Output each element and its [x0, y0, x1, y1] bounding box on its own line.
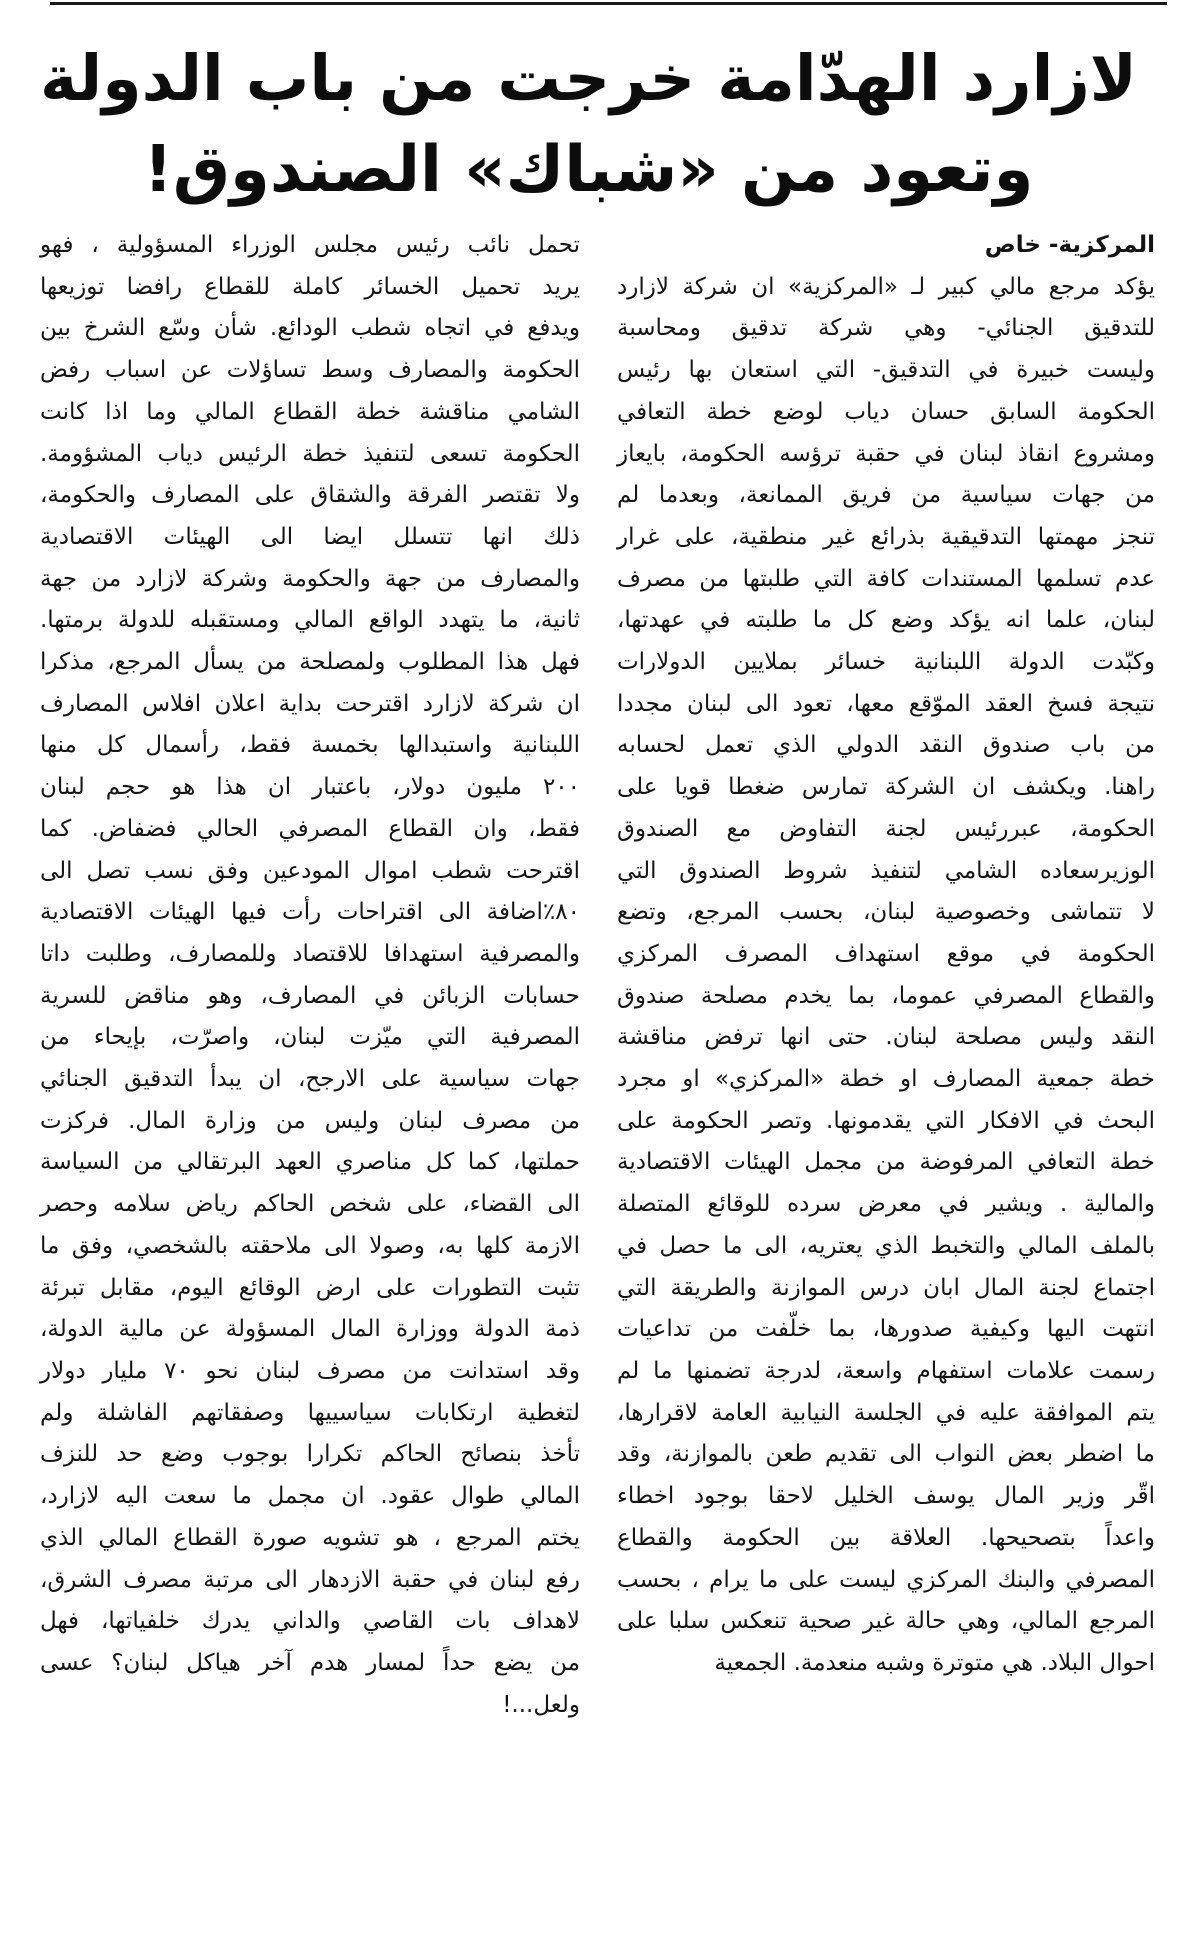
article-line: المرجع المالي، وهي حالة غير صحية تنعكس سلبا على [617, 1608, 1155, 1635]
article-line: تحمل نائب رئيس مجلس الوزراء المسؤولية ، فهو [40, 232, 580, 258]
article-line: اجتماع لجنة المال ابان درس الموازنة والطريقة التي [617, 1274, 1155, 1301]
article-line: خطة جمعية المصارف او خطة «المركزي» او مجرد [617, 1066, 1155, 1093]
article-line: رفع لبنان في حقبة الازدهار الى مرتبة مصرف الشرق، [40, 1566, 580, 1593]
article-line: والقطاع المصرفي عموما، بما يخدم مصلحة صندوق [617, 982, 1155, 1009]
article-line: يختم المرجع ، هو تشويه صورة القطاع المالي الذي [40, 1524, 580, 1551]
article-line: حملتها، كما كل مناصري العهد البرتقالي من السياسة [40, 1149, 580, 1176]
article-line: ان شركة لازارد اقترحت بداية اعلان افلاس المصارف [40, 690, 580, 717]
article-line: ما اضطر بعض النواب الى تقديم طعن بالموازنة، وقد [617, 1441, 1155, 1468]
article-line: والمالية . ويشير في معرض سرده للوقائع المتصلة [617, 1191, 1155, 1218]
article-line: راهنا. ويكشف ان الشركة تمارس ضغطا قويا على [617, 774, 1155, 801]
article-line: ولا تقتصر الفرقة والشقاق على المصارف والحكومة، [40, 482, 580, 509]
article-line: من جهات سياسية من فريق الممانعة، وبعدما لم [617, 482, 1155, 509]
headline [40, 32, 1137, 216]
article-line: خطة التعافي المرفوضة من مجمل الهيئات الاقتصادية [617, 1149, 1155, 1176]
article-line: يتم الموافقة عليه في الجلسة النيابية العامة لاقرارها، [617, 1399, 1155, 1426]
article-line: ومشروع انقاذ لبنان في حقبة ترؤسه الحكومة، بايعاز [617, 440, 1155, 467]
article-line: الازمة كلها به، وصولا الى ملاحقته بالشخصي، وفق ما [40, 1232, 580, 1259]
article-line: ذمة الدولة ووزارة المال المسؤولة عن مالية الدولة، [40, 1316, 580, 1343]
article-line: الوزيرسعاده الشامي لتنفيذ شروط الصندوق التي [617, 857, 1155, 884]
article-line: وقد استدانت من مصرف لبنان نحو ٧٠ مليار دولار [40, 1357, 581, 1384]
article-line: وليست خبيرة في التدقيق- التي استعان بها رئيس [617, 357, 1155, 384]
article-line: النقد وليس مصلحة لبنان. حتى انها ترفض مناقشة [617, 1024, 1155, 1051]
article-line: ثانية، ما يتهدد الواقع المالي ومستقبله للدولة برمتها. [40, 607, 580, 634]
article-line: اقترحت شطب اموال المودعين وفق نسب تصل الى [40, 857, 580, 884]
top-rule [50, 2, 1167, 5]
headline-line-2: وتعود من «شباك» الصندوق! [143, 133, 1034, 207]
article-line: واعداً بتصحيحها. العلاقة بين الحكومة والقطاع [617, 1524, 1155, 1551]
article-line: رسمت علامات استفهام واسعة، لدرجة تضمنها ما لم [617, 1357, 1155, 1384]
article-line: البحث في الافكار التي يقدمونها. وتصر الحكومة على [617, 1107, 1155, 1134]
article-line: المالي طوال عقود. ان مجمل ما سعت اليه لازارد، [40, 1483, 580, 1510]
article-line: الحكومة تسعى لتنفيذ خطة الرئيس دياب المشؤومة. [40, 440, 580, 467]
article-line: ٨٠٪اضافة الى اقتراحات رأت فيها الهيئات الاقتصادية [40, 899, 580, 926]
article-line: والمصرفية استهدافا للاقتصاد وللمصارف، وطلبت داتا [40, 940, 580, 967]
article-line: يريد تحميل الخسائر كاملة للقطاع رافضا توزيعها [40, 273, 580, 300]
article-line: من باب صندوق النقد الدولي الذي تعمل لحسابه [617, 732, 1155, 759]
article-line: بالملف المالي والتخبط الذي يعتريه، الى ما حصل في [617, 1232, 1155, 1259]
article-line: لبنان، علما انه يؤكد وضع كل ما طلبته في عهدتها، [617, 607, 1155, 634]
article-line: للتدقيق الجنائي- وهي شركة تدقيق ومحاسبة [617, 315, 1155, 342]
article-line: تثبت التطورات على ارض الوقائع اليوم، مقابل تبرئة [40, 1274, 580, 1301]
article-line: لتغطية ارتكابات سياسييها وصفقاتهم الفاشلة ولم [40, 1399, 580, 1426]
article-column-left [40, 225, 580, 1726]
article-line: ويدفع في اتجاه شطب الودائع. شأن وسّع الشرخ بين [40, 315, 580, 342]
article-line: اللبنانية واستبدالها بخمسة فقط، رأسمال كل منها [40, 732, 580, 759]
headline-line-1: لازارد الهدّامة خرجت من باب الدولة [40, 41, 1137, 115]
article-line: الحكومة، عبررئيس لجنة التفاوض مع الصندوق [617, 815, 1155, 842]
article-column-right [617, 225, 1155, 1685]
article-line: فهل هذا المطلوب ولمصلحة من يسأل المرجع، مذكرا [40, 649, 580, 676]
article-line: من مصرف لبنان وليس من وزارة المال. فركزت [40, 1107, 580, 1134]
article-line: اقّر وزير المال يوسف الخليل لاحقا بوجود اخطاء [617, 1483, 1155, 1510]
article-line: فقط، وان القطاع المصرفي الحالي فضفاض. كما [40, 815, 580, 842]
byline: المركزية- خاص [984, 232, 1155, 258]
article-line: ٢٠٠ مليون دولار، باعتبار ان هذا هو حجم لبنان [40, 774, 580, 801]
article-line: ولعل...! [502, 1691, 580, 1718]
article-line: تنجز مهمتها التدقيقية بذرائع غير منطقية، على غرار [617, 523, 1155, 550]
article-line: الشامي مناقشة خطة القطاع المالي وما اذا كانت [40, 398, 580, 425]
article-line: الى القضاء، على شخص الحاكم رياض سلامه وحصر [40, 1191, 580, 1218]
article-line: وكبّدت الدولة اللبنانية خسائر بملايين الدولارات [617, 649, 1155, 676]
article-line: يؤكد مرجع مالي كبير لـ «المركزية» ان شركة لازارد [617, 273, 1155, 300]
article-line: عدم تسلمها المستندات كافة التي طلبتها من مصرف [617, 565, 1155, 592]
article-line: حسابات الزبائن في المصارف، وهو مناقض للسرية [40, 982, 580, 1009]
article-line: تأخذ بنصائح الحاكم تكرارا بوجوب وضع حد للنزف [40, 1441, 580, 1468]
article-line: نتيجة فسخ العقد الموّقع معها، تعود الى لبنان مجددا [617, 690, 1155, 717]
article-line: جهات سياسية على الارجح، ان يبدأ التدقيق الجنائي [40, 1066, 580, 1093]
article-line: المصرفي والبنك المركزي ليست على ما يرام ، بحسب [617, 1566, 1155, 1593]
article-line: الحكومة في موقع استهداف المصرف المركزي [617, 940, 1155, 967]
article-line: لاهداف بات القاصي والداني يدرك خلفياتها، فهل [40, 1608, 580, 1635]
article-line: المصرفية التي ميّزت لبنان، واصرّت، بإيحاء من [40, 1024, 580, 1051]
article-line: احوال البلاد. هي متوترة وشبه منعدمة. الجمعية [714, 1649, 1155, 1676]
article-line: الحكومة والمصارف وسط تساؤلات عن اسباب رفض [40, 357, 580, 384]
article-line: من يضع حداً لمسار هدم آخر هياكل لبنان؟ عسى [40, 1649, 580, 1676]
article-line: والمصارف من جهة والحكومة وشركة لازارد من جهة [40, 565, 580, 592]
article-line: الحكومة السابق حسان دياب لوضع خطة التعافي [617, 398, 1155, 425]
article-line: انتهت اليها وكيفية صدورها، بما خلّفت من تداعيات [617, 1316, 1155, 1343]
article-line: ذلك انها تتسلل ايضا الى الهيئات الاقتصادية [40, 523, 580, 550]
article-line: لا تتماشى وخصوصية لبنان، بحسب المرجع، وتضع [617, 899, 1155, 926]
